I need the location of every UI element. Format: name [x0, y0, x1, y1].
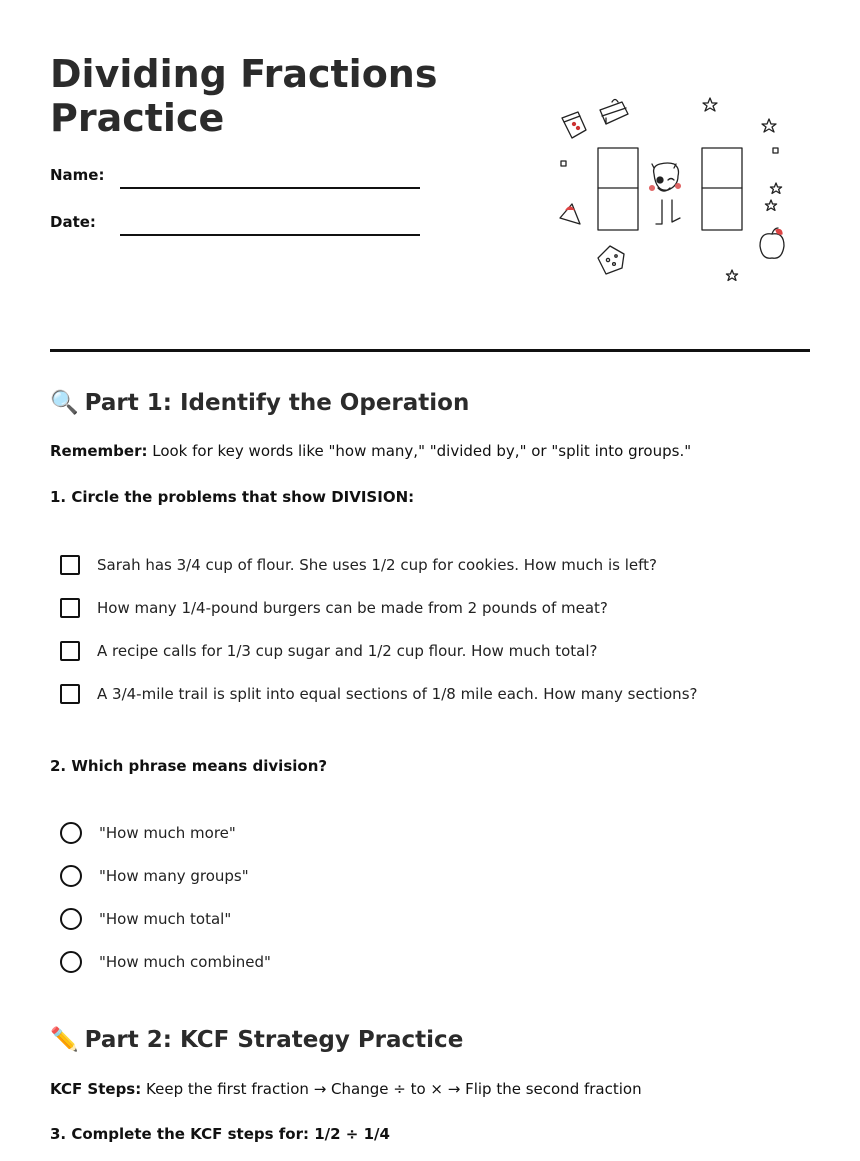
radio-button[interactable]	[60, 865, 82, 887]
q2-option-label: "How much total"	[99, 910, 232, 928]
q2-option[interactable]	[60, 950, 271, 974]
cake-slice-icon	[562, 112, 586, 138]
section-divider	[50, 349, 810, 352]
q2-option[interactable]	[60, 864, 249, 888]
smiley-character-icon	[650, 163, 681, 224]
q1-option-label: Sarah has 3/4 cup of flour. She uses 1/2 cup for cookies. How much is left?	[97, 556, 657, 574]
cheese-icon	[598, 246, 624, 274]
part2-heading-text: Part 2: KCF Strategy Practice	[84, 1027, 464, 1053]
q2-option[interactable]	[60, 821, 236, 845]
title-line-2: Practice	[50, 96, 225, 140]
q1-option[interactable]	[60, 553, 657, 577]
kcf-steps-label: KCF Steps:	[50, 1080, 142, 1098]
question-3: 3. Complete the KCF steps for: 1/2 ÷ 1/4	[50, 1125, 390, 1143]
radio-button[interactable]	[60, 908, 82, 930]
q2-option-label: "How much more"	[99, 824, 236, 842]
q1-option-label: A 3/4-mile trail is split into equal sections of 1/8 mile each. How many sections?	[97, 685, 698, 703]
checkbox[interactable]	[60, 684, 80, 704]
apple-icon	[760, 228, 784, 258]
q1-option[interactable]	[60, 596, 608, 620]
checkbox[interactable]	[60, 598, 80, 618]
fraction-bar-icon	[598, 148, 638, 230]
radio-button[interactable]	[60, 822, 82, 844]
remember-label: Remember:	[50, 442, 148, 460]
radio-button[interactable]	[60, 951, 82, 973]
question-1: 1. Circle the problems that show DIVISION:	[50, 488, 415, 506]
q2-option[interactable]	[60, 907, 231, 931]
kcf-steps-note	[50, 1079, 642, 1099]
fraction-illustration	[550, 88, 800, 288]
strawberry-cake-icon	[560, 204, 580, 224]
cake-icon	[600, 100, 628, 125]
magnifier-icon: 🔍	[50, 390, 79, 416]
q1-option[interactable]	[60, 639, 598, 663]
part1-heading-text: Part 1: Identify the Operation	[84, 390, 470, 416]
fraction-bar-icon	[702, 148, 742, 230]
part2-heading	[50, 1025, 463, 1055]
pencil-icon: ✏️	[50, 1027, 79, 1053]
date-field[interactable]	[120, 234, 420, 236]
q2-option-label: "How much combined"	[99, 953, 271, 971]
remember-text: Look for key words like "how many," "divided by," or "split into groups."	[147, 442, 692, 460]
checkbox[interactable]	[60, 641, 80, 661]
part1-heading	[50, 388, 469, 418]
q1-option-label: How many 1/4-pound burgers can be made from 2 pounds of meat?	[97, 599, 608, 617]
question-2: 2. Which phrase means division?	[50, 757, 328, 775]
remember-note	[50, 441, 691, 461]
q1-option[interactable]	[60, 682, 697, 706]
title-line-1: Dividing Fractions	[50, 52, 438, 96]
name-field[interactable]	[120, 187, 420, 189]
q1-option-label: A recipe calls for 1/3 cup sugar and 1/2 cup flour. How much total?	[97, 642, 598, 660]
q2-option-label: "How many groups"	[99, 867, 249, 885]
date-label: Date:	[50, 213, 96, 231]
page-title	[50, 52, 470, 140]
checkbox[interactable]	[60, 555, 80, 575]
kcf-steps-text: Keep the first fraction → Change ÷ to × → Flip the second fraction	[141, 1080, 642, 1098]
name-label: Name:	[50, 166, 105, 184]
